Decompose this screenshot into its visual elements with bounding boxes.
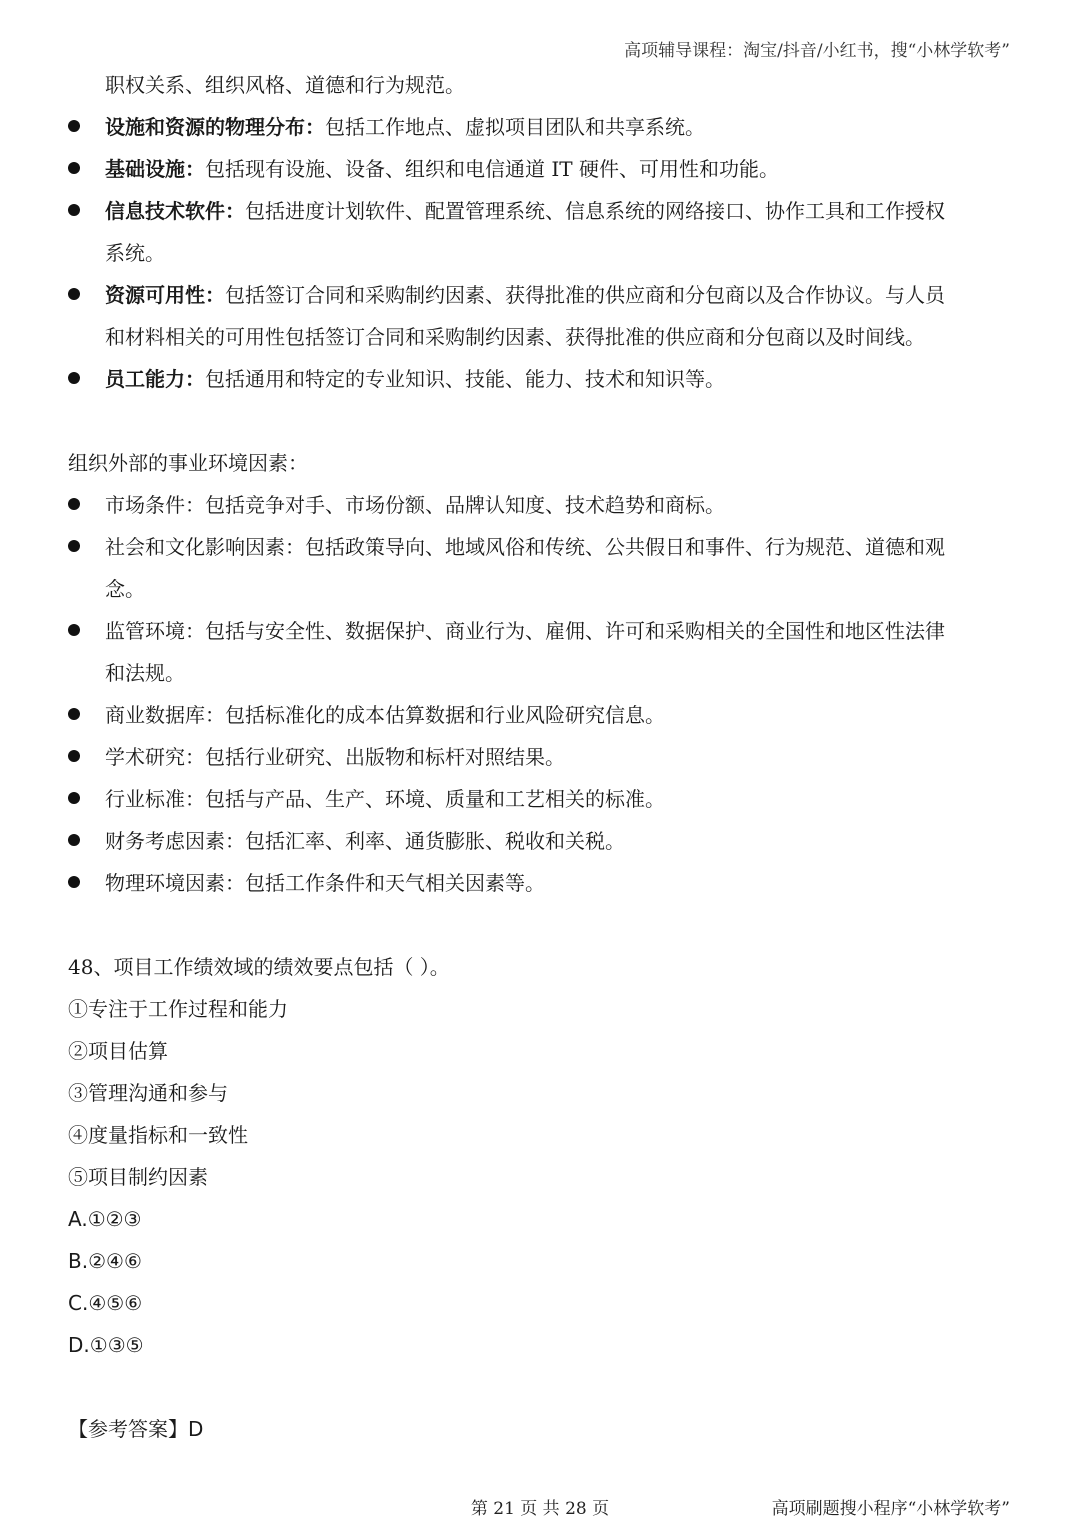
option-item: [68, 1198, 1018, 1240]
external-item: [68, 778, 1018, 820]
external-item: [68, 526, 1018, 610]
bullet-icon: [68, 288, 80, 300]
external-item-text: 和法规。: [105, 661, 185, 685]
external-item-line: [105, 862, 1018, 904]
internal-item-line: [105, 274, 1018, 316]
answer-value: D: [188, 1417, 204, 1441]
external-item-text: 行业标准：包括与产品、生产、环境、质量和工艺相关的标准。: [105, 787, 665, 811]
statement-item: ②项目估算: [68, 1039, 168, 1063]
external-item-text: 学术研究：包括行业研究、出版物和标杆对照结果。: [105, 745, 565, 769]
option-letter: A.: [68, 1207, 88, 1231]
bullet-icon: [68, 624, 80, 636]
internal-item-text: 系统。: [105, 241, 165, 265]
external-item-line: [105, 778, 1018, 820]
footer-promo: 高项刷题搜小程序“小林学软考”: [771, 1499, 1010, 1519]
external-item-line: [105, 526, 1018, 568]
continuation-text: 职权关系、组织风格、道德和行为规范。: [105, 73, 465, 97]
internal-item-text: 包括进度计划软件、配置管理系统、信息系统的网络接口、协作工具和工作授权: [245, 199, 945, 223]
internal-item: [68, 274, 1018, 358]
external-item-line: [105, 568, 1018, 610]
internal-item-text: 包括工作地点、虚拟项目团队和共享系统。: [325, 115, 705, 139]
question-statements: [68, 988, 1018, 1198]
external-item-text: 念。: [105, 577, 145, 601]
bullet-icon: [68, 834, 80, 846]
internal-item-term: 资源可用性：: [105, 283, 225, 307]
bullet-icon: [68, 498, 80, 510]
bullet-icon: [68, 372, 80, 384]
bullet-icon: [68, 540, 80, 552]
option-letter: C.: [68, 1291, 89, 1315]
internal-item: [68, 148, 1018, 190]
bullet-icon: [68, 162, 80, 174]
external-item-text: 监管环境：包括与安全性、数据保护、商业行为、雇佣、许可和采购相关的全国性和地区性法律: [105, 619, 945, 643]
statement-item: ①专注于工作过程和能力: [68, 997, 288, 1021]
external-item-text: 物理环境因素：包括工作条件和天气相关因素等。: [105, 871, 545, 895]
document-body: [68, 64, 1018, 1450]
external-factors-list: [68, 484, 1018, 904]
internal-item-line: [105, 106, 1018, 148]
option-letter: D.: [68, 1333, 90, 1357]
option-item: [68, 1240, 1018, 1282]
internal-item: [68, 106, 1018, 148]
external-item: [68, 862, 1018, 904]
external-item-text: 社会和文化影响因素：包括政策导向、地域风俗和传统、公共假日和事件、行为规范、道德和观: [105, 535, 945, 559]
bullet-icon: [68, 750, 80, 762]
internal-item-term: 信息技术软件：: [105, 199, 245, 223]
bullet-icon: [68, 708, 80, 720]
statement-item: ⑤项目制约因素: [68, 1165, 208, 1189]
external-item-line: [105, 694, 1018, 736]
bullet-icon: [68, 876, 80, 888]
question-stem: 48、项目工作绩效域的绩效要点包括（ ）。: [68, 955, 450, 979]
internal-factors-list: [68, 106, 1018, 400]
internal-item-line: [105, 358, 1018, 400]
internal-item-text: 包括现有设施、设备、组织和电信通道 IT 硬件、可用性和功能。: [205, 157, 779, 181]
option-text: ①③⑤: [89, 1333, 144, 1357]
external-item-text: 商业数据库：包括标准化的成本估算数据和行业风险研究信息。: [105, 703, 665, 727]
internal-item-text: 包括通用和特定的专业知识、技能、能力、技术和知识等。: [205, 367, 725, 391]
external-item: [68, 694, 1018, 736]
option-text: ②④⑥: [88, 1249, 142, 1273]
external-item-text: 财务考虑因素：包括汇率、利率、通货膨胀、税收和关税。: [105, 829, 625, 853]
internal-item-term: 员工能力：: [105, 367, 205, 391]
internal-item: [68, 190, 1018, 274]
bullet-icon: [68, 120, 80, 132]
question-options: [68, 1198, 1018, 1366]
internal-item: [68, 358, 1018, 400]
option-letter: B.: [68, 1249, 89, 1273]
external-item-line: [105, 736, 1018, 778]
page-header: 高项辅导课程：淘宝/抖音/小红书，搜“小林学软考”: [624, 41, 1010, 61]
internal-item-term: 设施和资源的物理分布：: [105, 115, 325, 139]
external-item-line: [105, 610, 1018, 652]
statement-item: ④度量指标和一致性: [68, 1123, 248, 1147]
external-item-line: [105, 484, 1018, 526]
external-item: [68, 484, 1018, 526]
internal-item-text: 包括签订合同和采购制约因素、获得批准的供应商和分包商以及合作协议。与人员: [225, 283, 945, 307]
external-item-line: [105, 820, 1018, 862]
internal-item-line: [105, 148, 1018, 190]
external-item-text: 市场条件：包括竞争对手、市场份额、品牌认知度、技术趋势和商标。: [105, 493, 725, 517]
page-number: 第 21 页 共 28 页: [470, 1499, 610, 1519]
internal-item-term: 基础设施：: [105, 157, 205, 181]
reference-answer: [68, 1408, 1018, 1450]
option-text: ①②③: [87, 1207, 142, 1231]
external-item: [68, 610, 1018, 694]
statement-item: ③管理沟通和参与: [68, 1081, 228, 1105]
bullet-icon: [68, 792, 80, 804]
external-item-line: [105, 652, 1018, 694]
option-item: [68, 1282, 1018, 1324]
option-item: [68, 1324, 1018, 1366]
external-item: [68, 820, 1018, 862]
option-text: ④⑤⑥: [88, 1291, 143, 1315]
internal-item-line: [105, 190, 1018, 232]
internal-item-line: [105, 232, 1018, 274]
bullet-icon: [68, 204, 80, 216]
external-factors-heading: 组织外部的事业环境因素：: [68, 451, 308, 475]
internal-item-text: 和材料相关的可用性包括签订合同和采购制约因素、获得批准的供应商和分包商以及时间线。: [105, 325, 925, 349]
external-item: [68, 736, 1018, 778]
answer-label: 【参考答案】: [68, 1417, 188, 1441]
internal-item-line: [105, 316, 1018, 358]
